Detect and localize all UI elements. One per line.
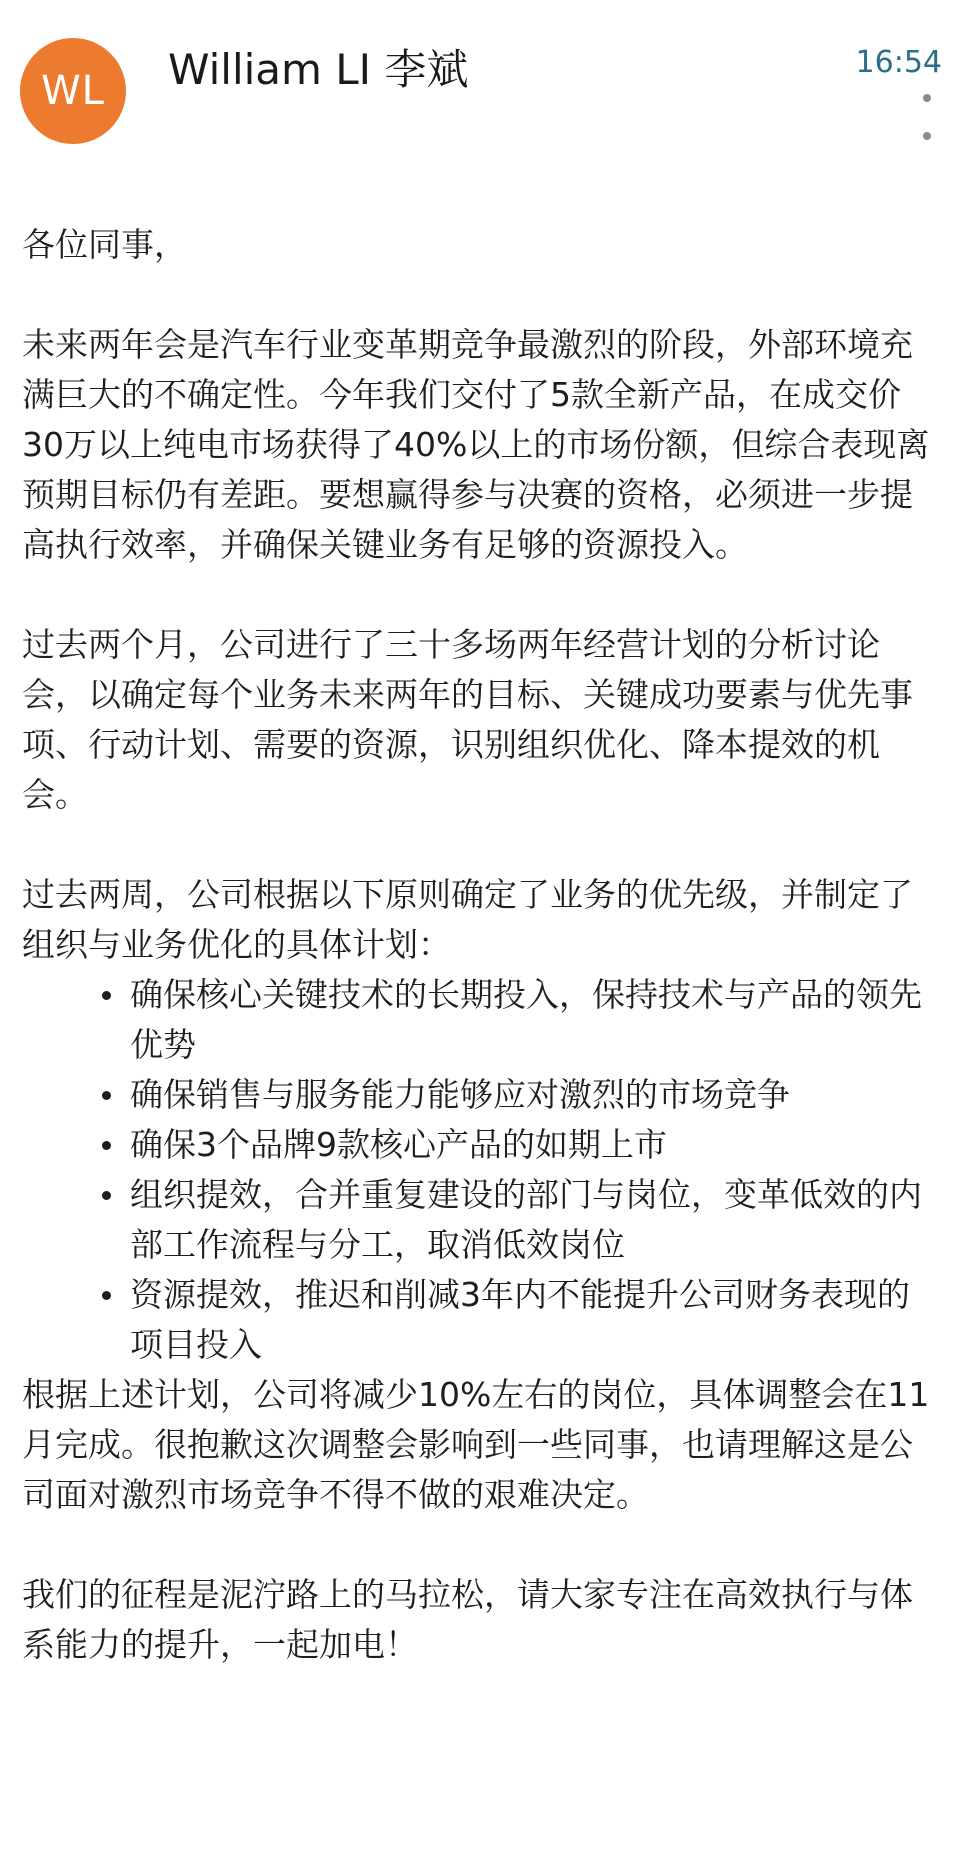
more-dot xyxy=(923,94,931,102)
closing: 我们的征程是泥泞路上的马拉松，请大家专注在高效执行与体系能力的提升，一起加电！ xyxy=(22,1575,913,1664)
paragraph-2: 过去两个月，公司进行了三十多场两年经营计划的分析讨论会，以确定每个业务未来两年的目标、关键成功要素与优先事项、行动计划、需要的资源，识别组织优化、降本提效的机会。 xyxy=(22,625,913,814)
paragraph-3-intro: 过去两周，公司根据以下原则确定了业务的优先级，并制定了组织与业务优化的具体计划： xyxy=(22,875,913,964)
greeting: 各位同事， xyxy=(22,225,187,264)
message-body xyxy=(22,220,942,1670)
principles-list xyxy=(22,970,942,1370)
list-item: 组织提效，合并重复建设的部门与岗位，变革低效的内部工作流程与分工，取消低效岗位 xyxy=(102,1170,942,1270)
list-item: 确保3个品牌9款核心产品的如期上市 xyxy=(102,1120,942,1170)
message-header xyxy=(0,0,960,150)
message-time: 16:54 xyxy=(855,45,942,80)
paragraph-1: 未来两年会是汽车行业变革期竞争最激烈的阶段，外部环境充满巨大的不确定性。今年我们交付了5款全新产品，在成交价30万以上纯电市场获得了40%以上的市场份额，但综合表现离预期目标仍有差距。要想赢得参与决赛的资格，必须进一步提高执行效率，并确保关键业务有足够的资源投入。 xyxy=(22,325,930,564)
list-item: 确保核心关键技术的长期投入，保持技术与产品的领先优势 xyxy=(102,970,942,1070)
list-item: 资源提效，推迟和削减3年内不能提升公司财务表现的项目投入 xyxy=(102,1270,942,1370)
more-dot xyxy=(923,132,931,140)
paragraph-4: 根据上述计划，公司将减少10%左右的岗位，具体调整会在11月完成。很抱歉这次调整会影响到一些同事，也请理解这是公司面对激烈市场竞争不得不做的艰难决定。 xyxy=(22,1375,930,1514)
list-item: 确保销售与服务能力能够应对激烈的市场竞争 xyxy=(102,1070,942,1120)
vertical-ellipsis-icon[interactable] xyxy=(916,94,938,140)
sender-avatar[interactable]: WL xyxy=(20,38,126,144)
sender-name[interactable]: William LI 李斌 xyxy=(168,45,469,94)
